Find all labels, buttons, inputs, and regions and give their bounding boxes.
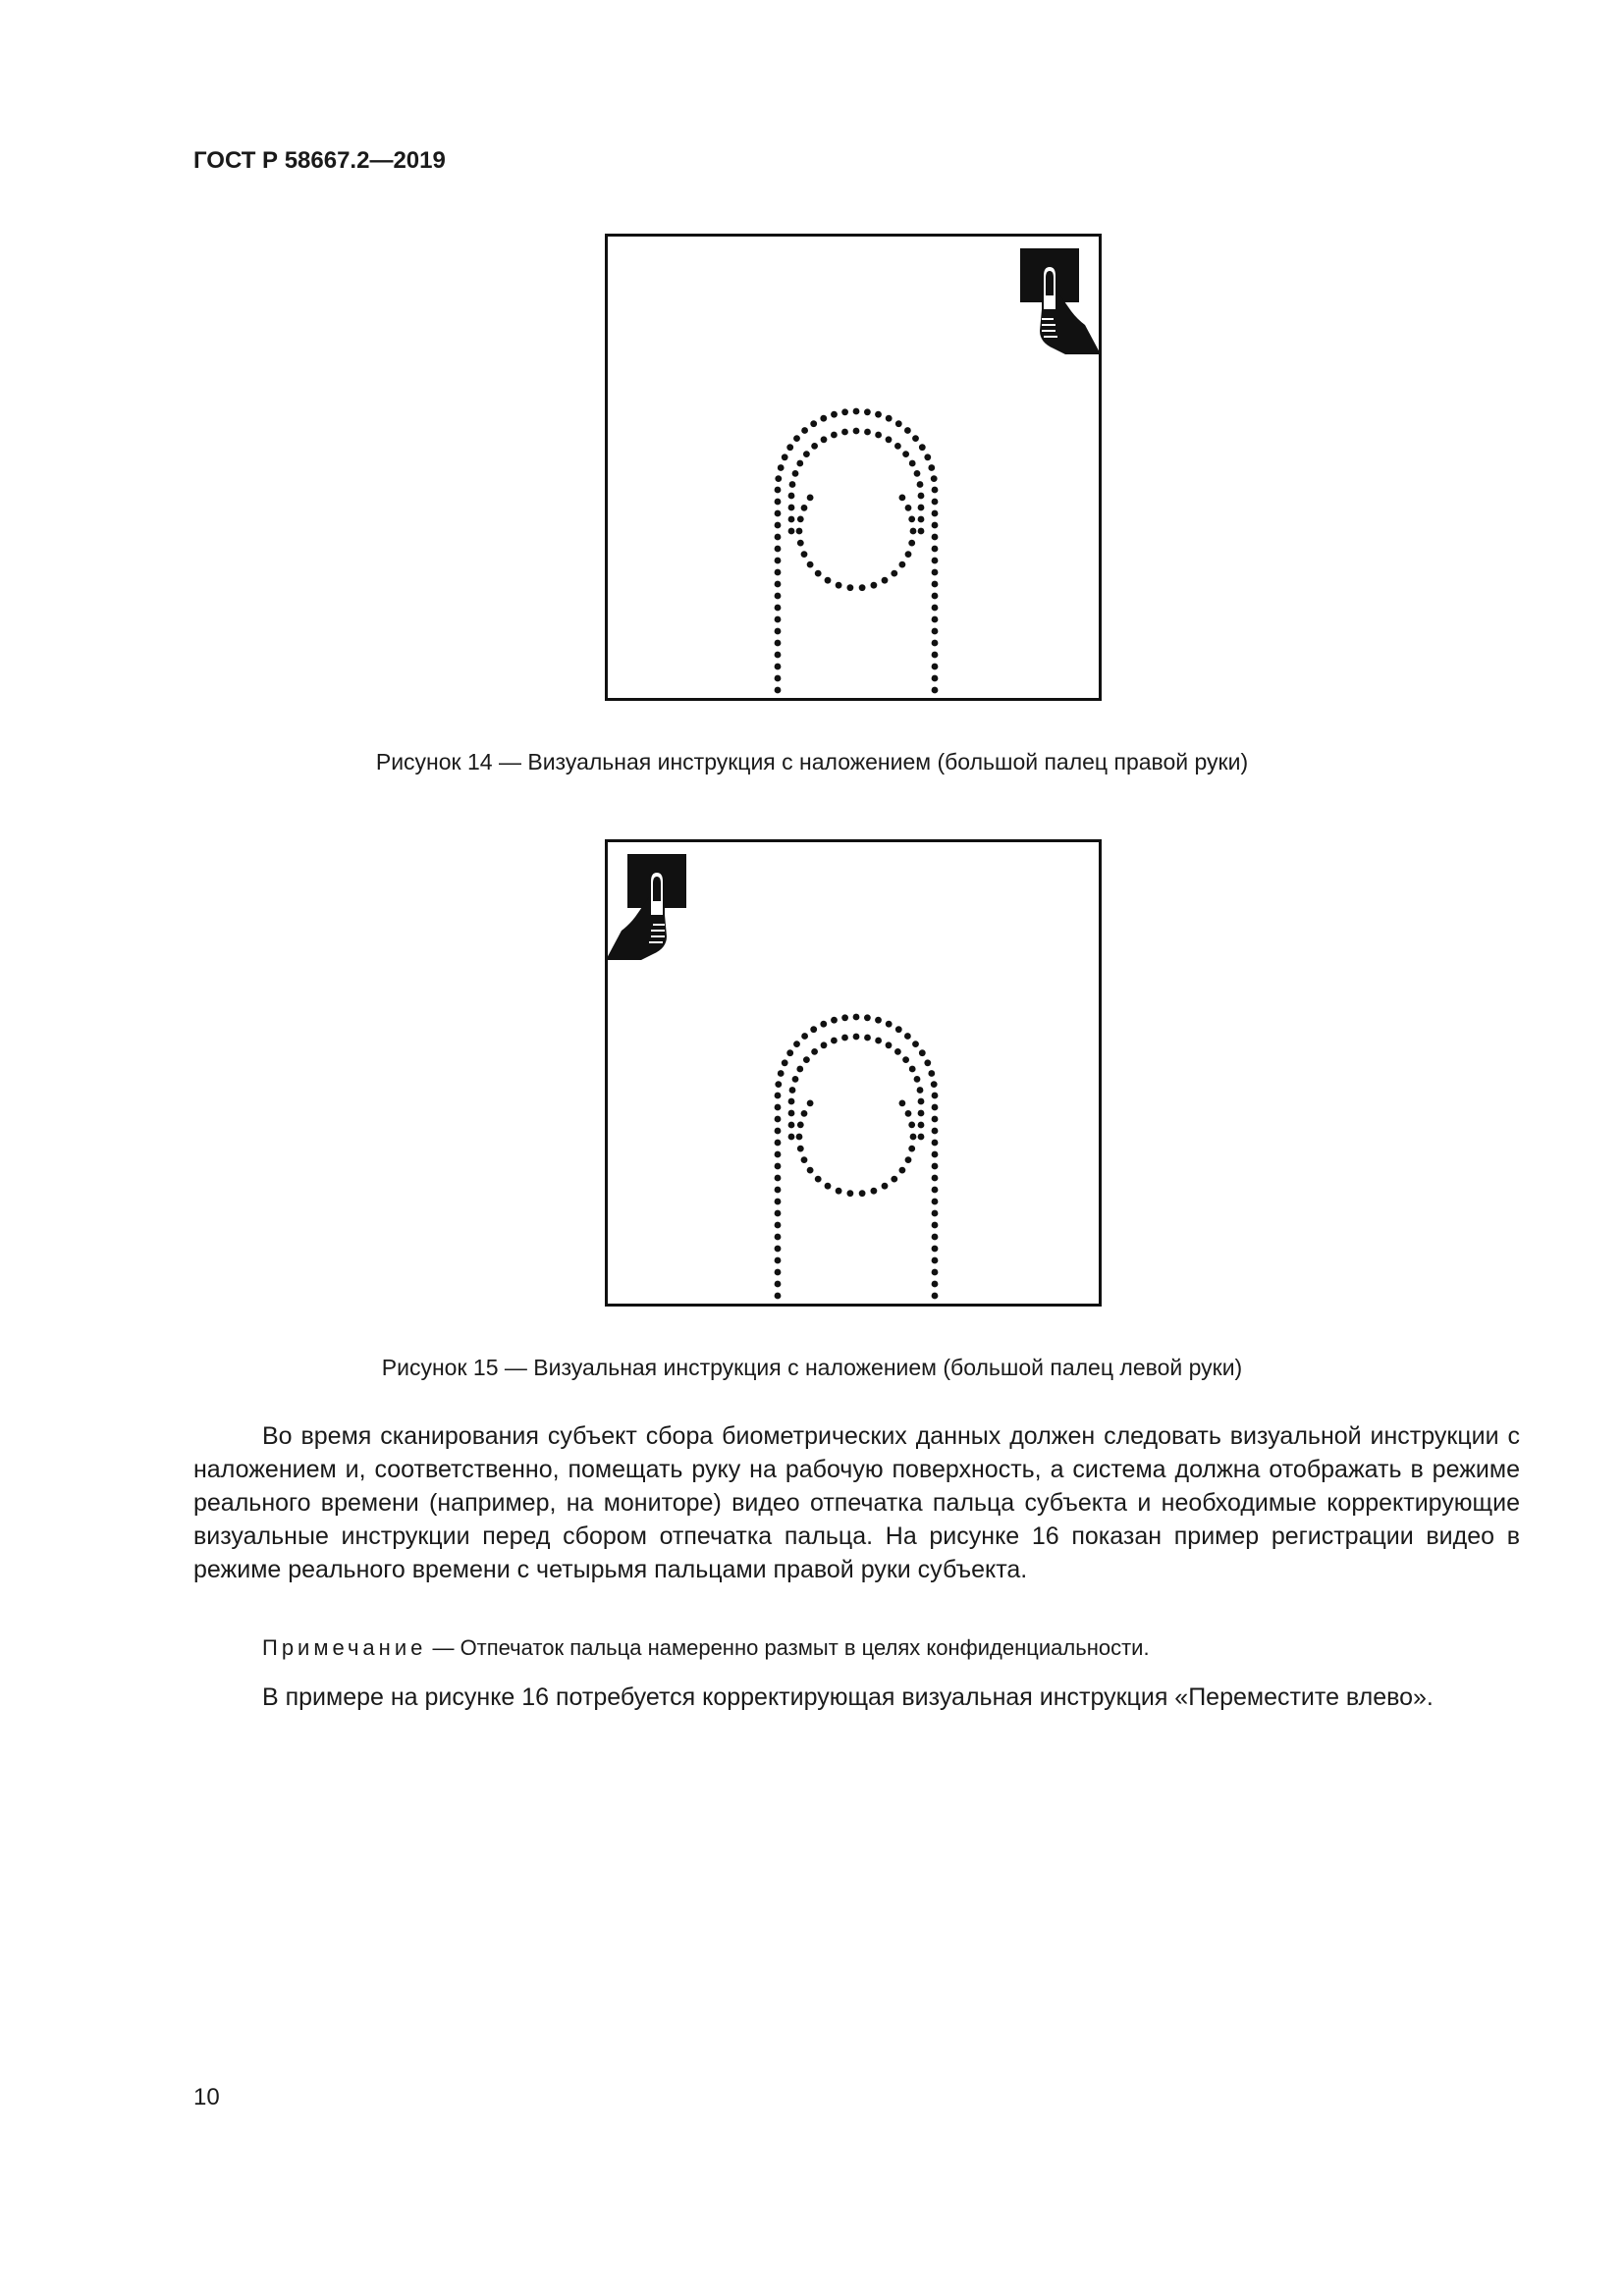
figure-15-frame <box>605 839 1102 1307</box>
finger-outline-dotted <box>775 1014 939 1300</box>
thumb-on-scanner-icon-right <box>1020 248 1099 354</box>
body-paragraph-1 <box>193 1419 1520 1586</box>
figure-14-drawing <box>608 237 1099 698</box>
body-paragraph-2 <box>193 1681 1520 1714</box>
note-lead: Примечание <box>262 1635 427 1660</box>
paragraph-text: В примере на рисунке 16 потребуется корректирующая визуальная инструкция «Переместите влево». <box>262 1683 1434 1711</box>
document-header: ГОСТ Р 58667.2—2019 <box>193 147 446 174</box>
finger-outline-dotted <box>775 408 939 694</box>
note <box>262 1635 1150 1661</box>
note-text: — Отпечаток пальца намеренно размыт в целях конфиденциальности. <box>426 1635 1150 1660</box>
paragraph-text: Во время сканирования субъект сбора биометрических данных должен следовать визуальной инструкции с наложением и, соответственно, помещать руку на рабочую поверхность, а система должна отображать в режиме реального времени (например, на мониторе) видео отпечатка пальца субъекта и необходимые корректирующие визуальные инструкции перед сбором отпечатка пальца. На рисунке 16 показан пример регистрации видео в режиме реального времени с четырьмя пальцами правой руки субъекта. <box>193 1422 1520 1583</box>
figure-15-caption: Рисунок 15 — Визуальная инструкция с наложением (большой палец левой руки) <box>381 1355 1243 1380</box>
figure-15-drawing <box>608 842 1099 1304</box>
figure-14-frame <box>605 234 1102 701</box>
figure-14-caption: Рисунок 14 — Визуальная инструкция с наложением (большой палец правой руки) <box>375 749 1249 774</box>
page-number: 10 <box>193 2084 220 2110</box>
thumb-on-scanner-icon-left <box>608 854 686 960</box>
